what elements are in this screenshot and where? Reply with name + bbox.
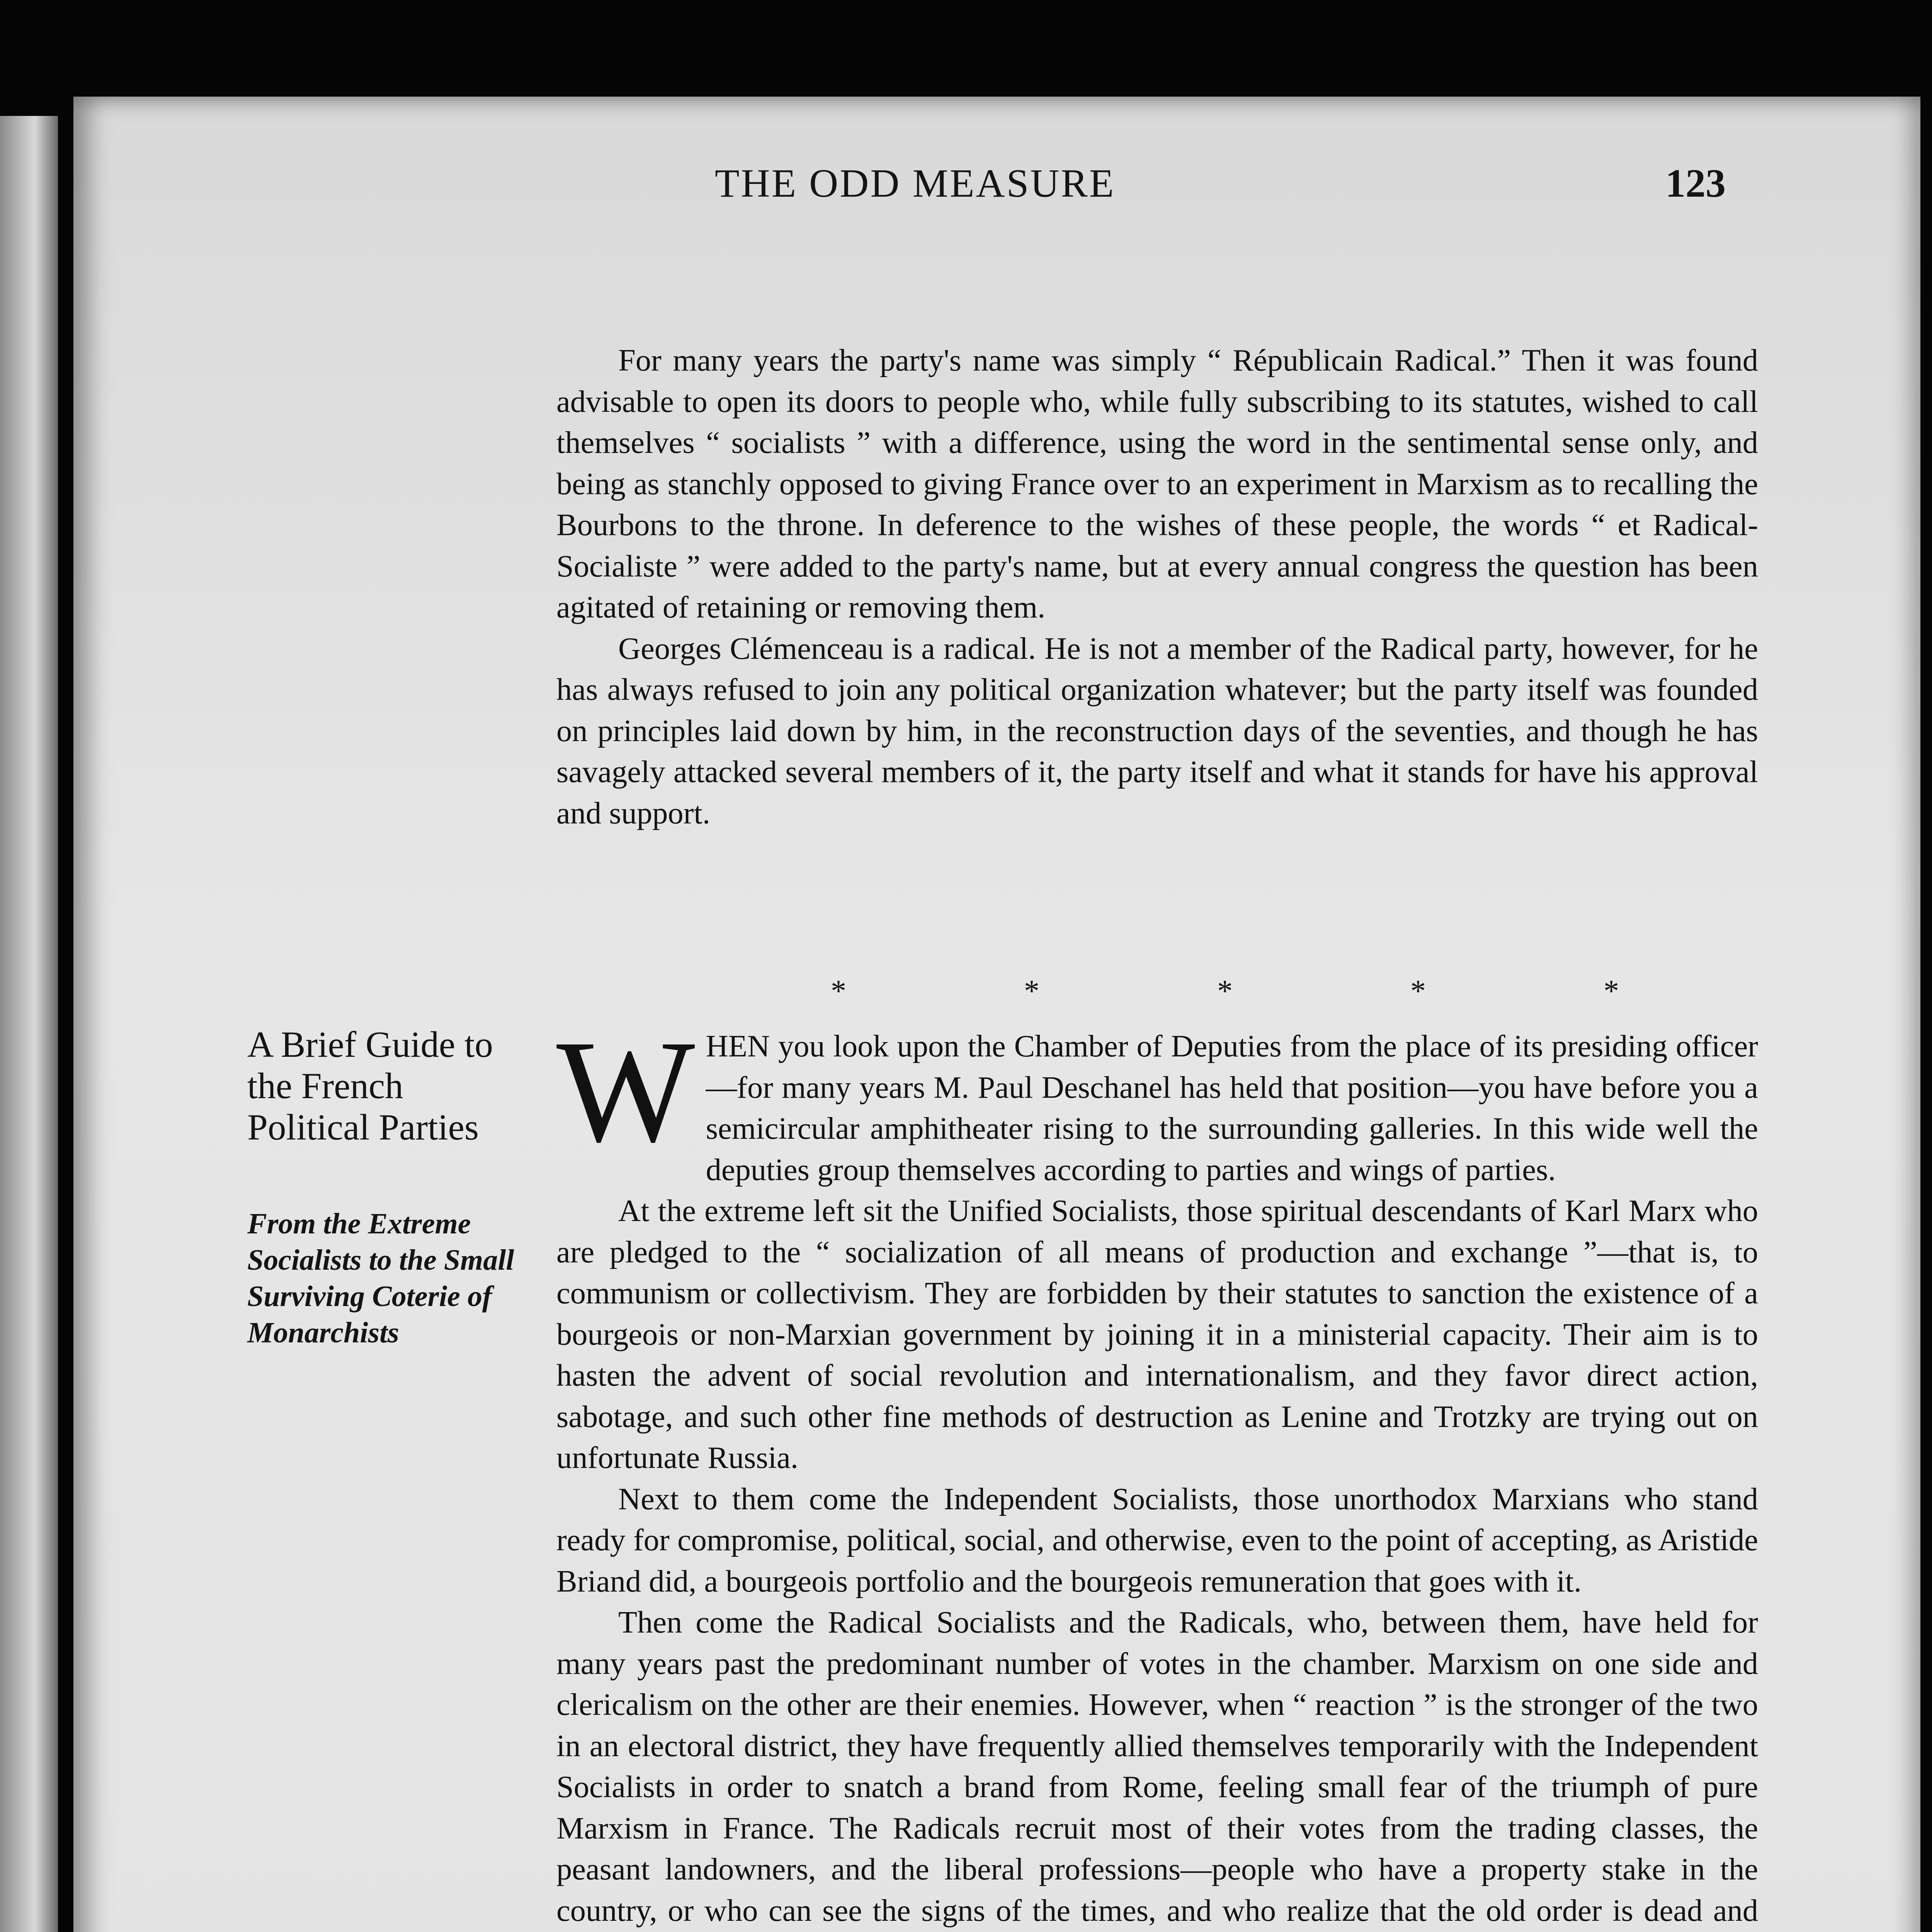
- facing-page-edge: [0, 116, 58, 1932]
- running-title: THE ODD MEASURE: [715, 161, 1116, 206]
- body-text-top: [556, 340, 1758, 834]
- paragraph: Then come the Radical Socialists and the Radicals, who, between them, have held for many years past the predominant number of votes in the chamber. Marxism on one side and clericalism on the other are their enemies. However, when “ reaction ” is the stronger of the two in an electoral district, they have frequently allied themselves temporarily with the Independent Socialists in order to snatch a brand from Rome, feeling small fear of the triumph of pure Marxism in France. The Radicals recruit most of their votes from the trading classes, the peasant landowners, and the liberal professions—people who have a property stake in the country, or who can see the signs of the times, and who realize that the old order is dead and: [556, 1605, 1758, 1928]
- drop-cap: W: [556, 1010, 695, 1173]
- section-separator: * * * * *: [831, 974, 1704, 1008]
- first-paragraph-text: HEN you look upon the Chamber of Deputies from the place of its presiding officer—for many years M. Paul Deschanel has held that position—you have before you a semicircular amphitheater rising to the surrounding galleries. In this wide well the deputies group themselves according to parties and wings of parties.: [706, 1029, 1758, 1187]
- sidebar-heading: A Brief Guide to the French Political Parties: [247, 1024, 493, 1148]
- sidebar-subheading: From the Extreme Socialists to the Small Surviving Coterie of Monarchists: [247, 1208, 514, 1349]
- page-number: 123: [1665, 161, 1726, 206]
- paragraph: Georges Clémenceau is a radical. He is not a member of the Radical party, however, for he has always refused to join any political organization whatever; but the party itself was founded on principles laid down by him, in the reconstruction days of the seventies, and though he has savagely attacked several members of it, the party itself and what it stands for have his approval and support.: [556, 631, 1758, 830]
- paragraph: At the extreme left sit the Unified Socialists, those spiritual descendants of Karl Marx who are pledged to the “ socialization of all means of production and exchange ”—that is, to communism or collectivism. They are forbidden by their statutes to sanction the existence of a bourgeois or non-Marxian government by joining it in a ministerial capacity. Their aim is to hasten the advent of social revolution and internationalism, and they favor direct action, sabotage, and such other fine methods of destruction as Lenine and Trotzky are trying out on unfortunate Russia.: [556, 1194, 1758, 1475]
- body-text-section: [556, 1010, 1758, 1932]
- paragraph: Next to them come the Independent Socialists, those unorthodox Marxians who stand ready for compromise, political, social, and otherwise, even to the point of accepting, as Aristide Briand did, a bourgeois portfolio and the bourgeois remuneration that goes with it.: [556, 1481, 1758, 1599]
- paragraph: For many years the party's name was simply “ Républicain Radical.” Then it was found advisable to open its doors to people who, while fully subscribing to its statutes, wished to call themselves “ socialists ” with a difference, using the word in the sentimental sense only, and being as stanchly opposed to giving France over to an experiment in Marxism as to recalling the Bourbons to the throne. In deference to the wishes of these people, the words “ et Radical-Socialiste ” were added to the party's name, but at every annual congress the question has been agitated of retaining or removing them.: [556, 343, 1758, 624]
- first-paragraph: [556, 1010, 1758, 1190]
